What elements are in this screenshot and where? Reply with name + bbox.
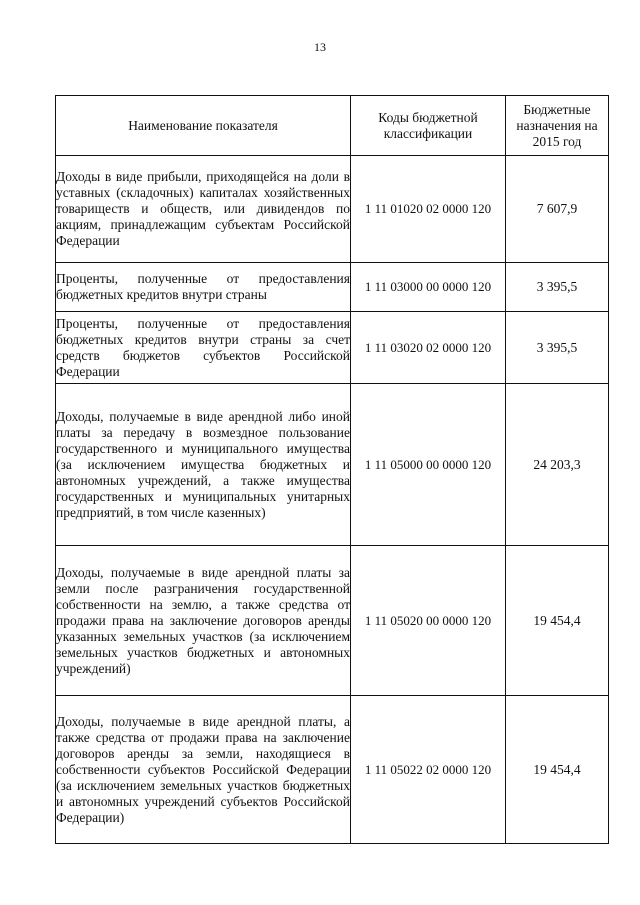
row-amount: 3 395,5 [506, 312, 609, 384]
row-name: Проценты, полученные от предоставления бюджетных кредитов внутри страны [56, 263, 351, 312]
row-code: 1 11 03000 00 0000 120 [351, 263, 506, 312]
table-row [56, 156, 609, 263]
row-code: 1 11 05020 00 0000 120 [351, 546, 506, 696]
row-code: 1 11 05022 02 0000 120 [351, 696, 506, 844]
table-row [56, 263, 609, 312]
row-name: Доходы, получаемые в виде арендной платы, а также средства от продажи права на заключение договоров аренды за земли, находящиеся в собственности субъектов Российской Федерации (за исключением земельных участков бюджетных и автономных учреждений субъектов Российской Федерации) [56, 696, 351, 844]
row-amount: 7 607,9 [506, 156, 609, 263]
row-name: Доходы в виде прибыли, приходящейся на доли в уставных (складочных) капиталах хозяйственных товариществ и обществ, или дивидендов по акциям, принадлежащим субъектам Российской Федерации [56, 156, 351, 263]
table-row [56, 384, 609, 546]
row-amount: 19 454,4 [506, 546, 609, 696]
table-row [56, 546, 609, 696]
table-row [56, 312, 609, 384]
table-row [56, 696, 609, 844]
row-amount: 3 395,5 [506, 263, 609, 312]
row-amount: 19 454,4 [506, 696, 609, 844]
row-code: 1 11 01020 02 0000 120 [351, 156, 506, 263]
row-code: 1 11 05000 00 0000 120 [351, 384, 506, 546]
row-code: 1 11 03020 02 0000 120 [351, 312, 506, 384]
page-number: 13 [314, 40, 326, 54]
budget-table [55, 95, 609, 844]
table-header-row [56, 96, 609, 156]
row-name: Доходы, получаемые в виде арендной платы за земли после разграничения государственной собственности на землю, а также средства от продажи права на заключение договоров аренды указанных земельных участков (за исключением земельных участков бюджетных и автономных учреждений) [56, 546, 351, 696]
header-name: Наименование показателя [56, 96, 351, 156]
header-code: Коды бюджетной классификации [351, 96, 506, 156]
row-name: Доходы, получаемые в виде арендной либо иной платы за передачу в возмездное пользование государственного и муниципального имущества (за исключением имущества бюджетных и автономных учреждений, а также имущества государственных и муниципальных унитарных предприятий, в том числе казенных) [56, 384, 351, 546]
row-name: Проценты, полученные от предоставления бюджетных кредитов внутри страны за счет средств бюджетов субъектов Российской Федерации [56, 312, 351, 384]
header-amount: Бюджетные назначения на 2015 год [506, 96, 609, 156]
row-amount: 24 203,3 [506, 384, 609, 546]
